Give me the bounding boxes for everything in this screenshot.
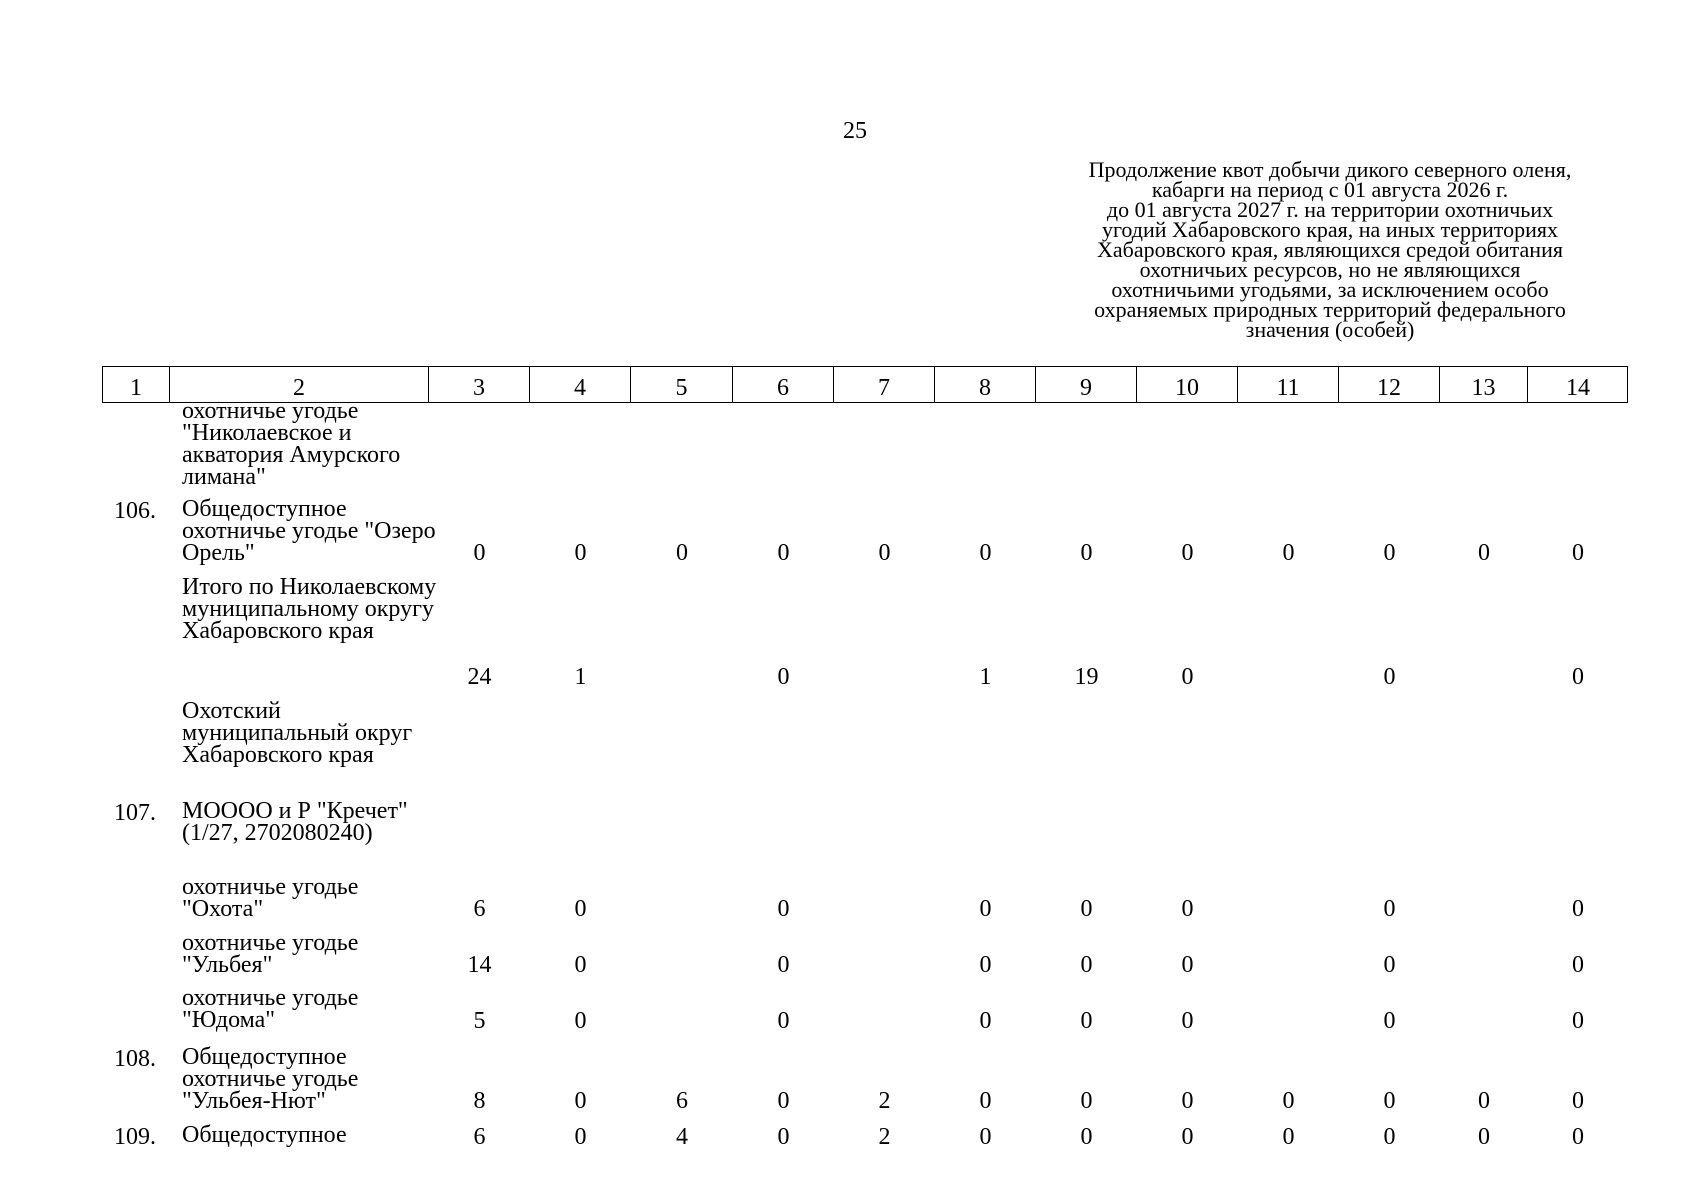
table-cell-col-14: 0 xyxy=(1572,664,1584,690)
table-cell-col-4: 1 xyxy=(574,664,587,690)
row-label: Общедоступное охотничье угодье "Ульбея-Нют" xyxy=(182,1044,359,1114)
caption-line: Хабаровского края, являющихся средой обитания xyxy=(1097,237,1563,262)
row-label: охотничье угодье "Николаевское и акватория Амурского лимана" xyxy=(182,398,401,490)
table-cell-col-8: 0 xyxy=(979,952,992,978)
table-cell-col-8: 0 xyxy=(979,1124,992,1150)
row-number: 106. xyxy=(114,498,156,524)
table-cell-col-8: 1 xyxy=(979,664,992,690)
caption-line: значения (особей) xyxy=(1245,317,1415,342)
table-cell-col-3: 0 xyxy=(473,540,486,566)
table-cell-col-3: 5 xyxy=(473,1008,486,1034)
column-header-10: 10 xyxy=(1137,367,1238,402)
table-cell-col-4: 0 xyxy=(574,1008,587,1034)
table-cell-col-6: 0 xyxy=(777,540,790,566)
table-cell-col-4: 0 xyxy=(574,952,587,978)
table-cell-col-12: 0 xyxy=(1383,1088,1396,1114)
row-label: охотничье угодье "Ульбея" xyxy=(182,930,359,978)
caption-line: Продолжение квот добычи дикого северного оленя, xyxy=(1088,157,1572,182)
table-cell-col-10: 0 xyxy=(1181,896,1194,922)
caption-line: охотничьих ресурсов, но не являющихся xyxy=(1139,257,1521,282)
caption-line: охотничьими угодьями, за исключением особо xyxy=(1111,277,1549,302)
caption-line: кабарги на период с 01 августа 2026 г. xyxy=(1151,177,1509,202)
table-cell-col-12: 0 xyxy=(1383,952,1396,978)
table-cell-col-13: 0 xyxy=(1478,1124,1490,1150)
table-cell-col-14: 0 xyxy=(1572,540,1584,566)
table-cell-col-9: 0 xyxy=(1080,1008,1093,1034)
row-number: 108. xyxy=(114,1046,156,1072)
column-header-2: 2 xyxy=(170,367,429,402)
row-label: Охотский муниципальный округ Хабаровского края xyxy=(182,698,413,768)
column-header-9: 9 xyxy=(1036,367,1137,402)
table-cell-col-10: 0 xyxy=(1181,540,1194,566)
row-label: Общедоступное охотничье угодье "Озеро Орель" xyxy=(182,496,436,566)
table-cell-col-6: 0 xyxy=(777,896,790,922)
caption-line: до 01 августа 2027 г. на территории охотничьих xyxy=(1106,197,1554,222)
table-cell-col-6: 0 xyxy=(777,952,790,978)
row-label: Общедоступное xyxy=(182,1122,347,1148)
table-cell-col-6: 0 xyxy=(777,664,790,690)
table-cell-col-8: 0 xyxy=(979,1008,992,1034)
row-label: Итого по Николаевскому муниципальному округу Хабаровского края xyxy=(182,574,437,644)
table-cell-col-8: 0 xyxy=(979,896,992,922)
table-cell-col-11: 0 xyxy=(1282,540,1295,566)
caption-line: угодий Хабаровского края, на иных территориях xyxy=(1101,217,1559,242)
table-cell-col-9: 0 xyxy=(1080,896,1093,922)
table-cell-col-14: 0 xyxy=(1572,1088,1584,1114)
table-cell-col-14: 0 xyxy=(1572,1124,1584,1150)
table-cell-col-3: 8 xyxy=(473,1088,486,1114)
column-header-5: 5 xyxy=(631,367,733,402)
column-header-7: 7 xyxy=(834,367,935,402)
table-cell-col-10: 0 xyxy=(1181,952,1194,978)
table-cell-col-9: 0 xyxy=(1080,952,1093,978)
page-number: 25 xyxy=(843,118,867,144)
table-cell-col-14: 0 xyxy=(1572,896,1584,922)
table-cell-col-6: 0 xyxy=(777,1088,790,1114)
table-cell-col-14: 0 xyxy=(1572,1008,1584,1034)
table-cell-col-8: 0 xyxy=(979,1088,992,1114)
caption-line: охраняемых природных территорий федерального xyxy=(1094,297,1566,322)
row-number: 109. xyxy=(114,1124,156,1150)
table-cell-col-3: 6 xyxy=(473,1124,486,1150)
table-cell-col-12: 0 xyxy=(1383,664,1396,690)
row-label: охотничье угодье "Юдома" xyxy=(182,985,359,1033)
table-cell-col-13: 0 xyxy=(1478,1088,1490,1114)
table-cell-col-4: 0 xyxy=(574,896,587,922)
column-header-13: 13 xyxy=(1440,367,1528,402)
table-cell-col-3: 24 xyxy=(467,664,492,690)
table-cell-col-7: 2 xyxy=(878,1124,891,1150)
row-label: охотничье угодье "Охота" xyxy=(182,874,359,922)
table-cell-col-13: 0 xyxy=(1478,540,1490,566)
column-header-1: 1 xyxy=(102,367,170,402)
table-cell-col-14: 0 xyxy=(1572,952,1584,978)
table-cell-col-11: 0 xyxy=(1282,1124,1295,1150)
table-cell-col-12: 0 xyxy=(1383,1008,1396,1034)
column-header-4: 4 xyxy=(530,367,631,402)
column-header-11: 11 xyxy=(1238,367,1339,402)
table-cell-col-3: 6 xyxy=(473,896,486,922)
table-cell-col-10: 0 xyxy=(1181,1008,1194,1034)
table-cell-col-9: 0 xyxy=(1080,540,1093,566)
table-cell-col-11: 0 xyxy=(1282,1088,1295,1114)
row-label: МОООО и Р "Кречет" (1/27, 2702080240) xyxy=(182,798,408,846)
table-cell-col-10: 0 xyxy=(1181,664,1194,690)
table-cell-col-10: 0 xyxy=(1181,1088,1194,1114)
table-cell-col-9: 19 xyxy=(1074,664,1099,690)
table-cell-col-7: 2 xyxy=(878,1088,891,1114)
column-header-12: 12 xyxy=(1339,367,1440,402)
table-cell-col-12: 0 xyxy=(1383,1124,1396,1150)
row-number: 107. xyxy=(114,800,156,826)
table-cell-col-4: 0 xyxy=(574,1088,587,1114)
column-header-3: 3 xyxy=(429,367,530,402)
table-cell-col-5: 4 xyxy=(676,1124,688,1150)
table-cell-col-9: 0 xyxy=(1080,1088,1093,1114)
table-cell-col-12: 0 xyxy=(1383,540,1396,566)
table-cell-col-4: 0 xyxy=(574,540,587,566)
table-cell-col-4: 0 xyxy=(574,1124,587,1150)
table-cell-col-10: 0 xyxy=(1181,1124,1194,1150)
table-cell-col-8: 0 xyxy=(979,540,992,566)
table-caption xyxy=(1040,157,1620,342)
table-cell-col-6: 0 xyxy=(777,1008,790,1034)
table-cell-col-3: 14 xyxy=(467,952,492,978)
table-cell-col-5: 0 xyxy=(676,540,688,566)
table-cell-col-5: 6 xyxy=(676,1088,688,1114)
table-cell-col-7: 0 xyxy=(878,540,891,566)
column-header-8: 8 xyxy=(935,367,1036,402)
table-cell-col-12: 0 xyxy=(1383,896,1396,922)
table-cell-col-6: 0 xyxy=(777,1124,790,1150)
table-cell-col-9: 0 xyxy=(1080,1124,1093,1150)
column-header-6: 6 xyxy=(733,367,834,402)
column-header-14: 14 xyxy=(1566,375,1590,401)
